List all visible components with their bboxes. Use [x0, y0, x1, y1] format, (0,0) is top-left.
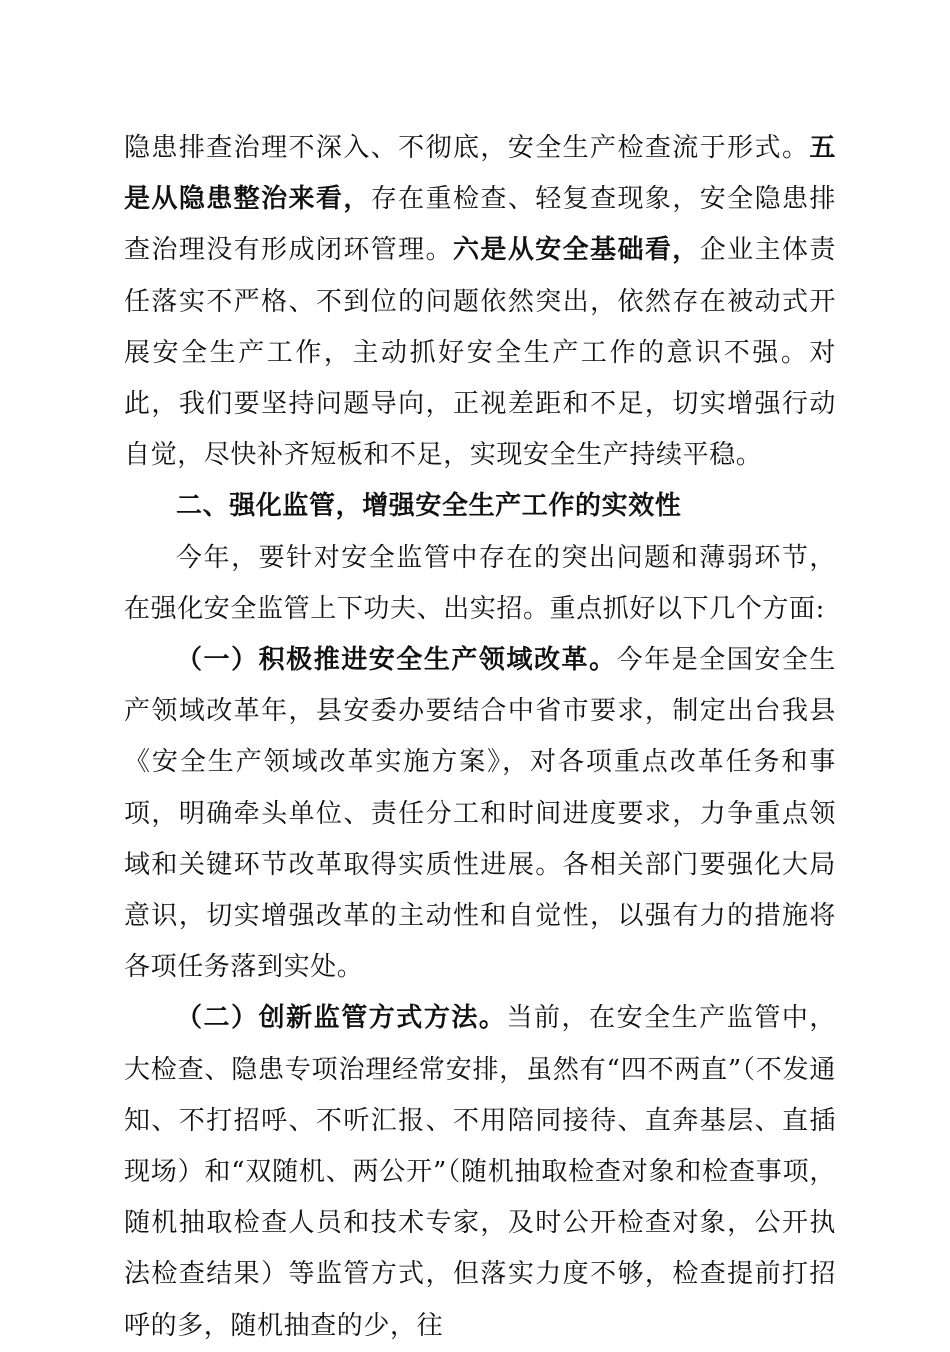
paragraph-hazard-inspection	[124, 123, 836, 481]
subheading-reform: （一）积极推进安全生产领域改革。	[176, 645, 617, 676]
bold-lead-sixth: 六是从安全基础看，	[452, 235, 700, 266]
document-page	[124, 123, 836, 1352]
paragraph-reform	[124, 635, 836, 993]
paragraph-supervision-methods	[124, 993, 836, 1351]
bold-lead-fifth: 五是从隐患整治来看，	[124, 133, 836, 215]
paragraph-text: 企业主体责任落实不严格、不到位的问题依然突出，依然存在被动式开展安全生产工作，主动抓好安全生产工作的意识不强。对此，我们要坚持问题导向，正视差距和不足，切实增强行动自觉，尽快补齐短板和不足，实现安全生产持续平稳。	[124, 235, 836, 471]
paragraph-intro: 今年，要针对安全监管中存在的突出问题和薄弱环节，在强化安全监管上下功夫、出实招。重点抓好以下几个方面:	[124, 542, 836, 624]
paragraph-text: 存在重检查、轻复查现象，安全隐患排查治理没有形成闭环管理。	[124, 184, 837, 266]
subheading-supervision-methods: （二）创新监管方式方法。	[176, 1003, 507, 1034]
section-heading-2: 二、强化监管，增强安全生产工作的实效性	[176, 491, 682, 522]
paragraph-text: 隐患排查治理不深入、不彻底，安全生产检查流于形式。	[124, 133, 810, 163]
paragraph-text: 今年是全国安全生产领域改革年，县安委办要结合中省市要求，制定出台我县《安全生产领域改革实施方案》，对各项重点改革任务和事项，明确牵头单位、责任分工和时间进度要求，力争重点领域和关键环节改革取得实质性进展。各相关部门要强化大局意识，切实增强改革的主动性和自觉性，以强有力的措施将各项任务落到实处。	[124, 645, 836, 983]
paragraph-text: 当前，在安全生产监管中，大检查、隐患专项治理经常安排，虽然有“四不两直”（不发通知、不打招呼、不听汇报、不用陪同接待、直奔基层、直插现场）和“双随机、两公开”（随机抽取检查对象和检查事项，随机抽取检查人员和技术专家，及时公开检查对象，公开执法检查结果）等监管方式，但落实力度不够，检查提前打招呼的多，随机抽查的少，往	[124, 1003, 836, 1341]
